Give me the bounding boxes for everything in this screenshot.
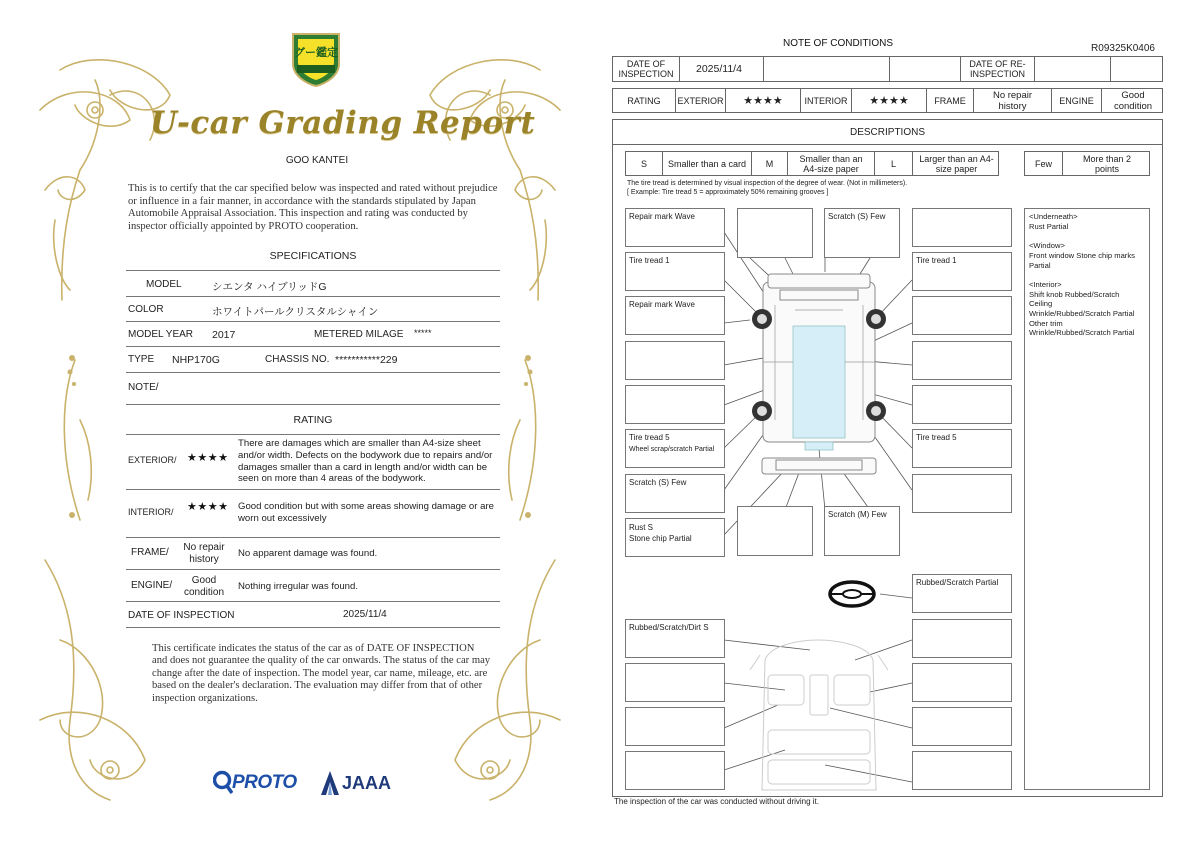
interior-note: Shift knob Rubbed/Scratch: [1029, 289, 1120, 299]
note-box: Tire tread 5: [912, 429, 1012, 468]
reinspection-label: DATE OF RE-INSPECTION: [961, 57, 1035, 81]
legend-s: S: [626, 152, 663, 175]
frame-label: FRAME: [927, 89, 974, 112]
legend-l: L: [875, 152, 913, 175]
certificate-subtitle: GOO KANTEI: [285, 155, 349, 166]
model-year-label: MODEL YEAR: [128, 329, 194, 340]
legend-l-desc: Larger than an A4-size paper: [919, 153, 994, 174]
note-box: Scratch (M) Few: [824, 506, 900, 556]
conditions-title: NOTE OF CONDITIONS: [783, 38, 893, 49]
interior-note: Other trim: [1029, 318, 1063, 328]
date-value: 2025/11/4: [680, 57, 764, 81]
frame-value: No repair history: [183, 542, 225, 565]
note-l8a: Rust S: [629, 523, 654, 532]
window-heading: <Window>: [1029, 241, 1065, 251]
model-label: MODEL: [146, 279, 182, 290]
note-box: [625, 751, 725, 790]
engine-value: Good condition: [183, 575, 225, 598]
note-box: [625, 707, 725, 746]
interior-diagram: [750, 640, 888, 790]
engine-value: Good condition: [1113, 89, 1153, 112]
frame-label: FRAME/: [131, 547, 169, 558]
note-box: Tire tread 1: [912, 252, 1012, 291]
exterior-label: EXTERIOR/: [128, 455, 177, 465]
note-box: Rubbed/Scratch Partial: [912, 574, 1012, 613]
interior-description: Good condition but with some areas showing damage or are worn out excessively: [238, 501, 494, 524]
note-box: [625, 341, 725, 380]
proto-logo-icon: [213, 770, 233, 794]
descriptions-heading: DESCRIPTIONS: [612, 119, 1163, 145]
note-box: [912, 707, 1012, 746]
interior-heading: <Interior>: [1029, 279, 1062, 289]
underneath-note: Rust Partial: [1029, 221, 1069, 231]
interior-note: Wrinkle/Rubbed/Scratch Partial: [1029, 309, 1135, 318]
certificate-footer: This certificate indicates the status of the car as of DATE OF INSPECTION and does not guarantee the quality of the car onwards. The status of the car may change after the date of inspection. The model year, car name, mileage, etc. are based on the dealer's declaration. The evaluation may differ from that of other inspection organizations.: [152, 643, 491, 704]
date-of-inspection-value: 2025/11/4: [343, 609, 387, 620]
note-box: [912, 296, 1012, 335]
certificate-title: U-car Grading Report: [150, 105, 536, 141]
note-box: Repair mark Wave: [625, 208, 725, 247]
note-box: [912, 751, 1012, 790]
exterior-label: EXTERIOR: [676, 89, 726, 112]
note-box: Repair mark Wave: [625, 296, 725, 335]
color-label: COLOR: [128, 304, 164, 315]
note-box: [737, 208, 813, 258]
interior-label: INTERIOR/: [128, 507, 174, 517]
exterior-stars: ★★★★: [187, 452, 229, 464]
exterior-description: There are damages which are smaller than A4-size sheet and/or width. Defects on the bodywork due to repairs and/or damages smaller than a card in length and/or width can be seen on more than 4 areas of the bodywork.: [238, 438, 493, 485]
note-box: [625, 518, 725, 557]
engine-description: Nothing irregular was found.: [238, 581, 358, 592]
model-year-value: 2017: [212, 329, 236, 341]
note-box: [625, 429, 725, 468]
note-box: Scratch (S) Few: [625, 474, 725, 513]
note-box: Tire tread 1: [625, 252, 725, 291]
conditions-footnote: The inspection of the car was conducted without driving it.: [614, 797, 819, 806]
proto-logo-text: PROTO: [232, 772, 297, 793]
badge-text: グー鑑定: [294, 47, 338, 59]
underneath-heading: <Underneath>: [1029, 212, 1078, 221]
interior-note: Ceiling: [1029, 299, 1053, 309]
color-value: ホワイトパールクリスタルシャイン: [212, 306, 379, 318]
note-box: [625, 385, 725, 424]
tire-note-1: The tire tread is determined by visual inspection of the degree of wear. (Not in millimeters).: [627, 180, 908, 187]
chassis-label: CHASSIS NO.: [265, 354, 330, 365]
interior-stars: ★★★★: [852, 89, 927, 112]
chassis-value: ***********229: [335, 354, 398, 366]
specifications-heading: SPECIFICATIONS: [269, 250, 357, 262]
note-box: [912, 663, 1012, 702]
note-box: Scratch (S) Few: [824, 208, 900, 258]
frame-description: No apparent damage was found.: [238, 548, 378, 559]
frame-value: No repair history: [974, 89, 1052, 112]
note-label: NOTE/: [128, 382, 159, 393]
legend-m-desc: Smaller than an A4-size paper: [788, 152, 875, 175]
certificate-intro: This is to certify that the car specified below was inspected and rated without prejudice or influence in a fair manner, in accordance with the standards stipulated by Japan Automobile Appraisal Association. This inspection and rating was conducted by inspector officially appointed by PROTO cooperation.: [128, 183, 498, 232]
note-box: Rubbed/Scratch/Dirt S: [625, 619, 725, 658]
tire-note-2: [ Example: Tire tread 5 = approximately 50% remaining grooves ]: [627, 189, 829, 196]
rating-label: RATING: [613, 89, 676, 112]
note-l6a: Tire tread 5: [629, 433, 670, 442]
interior-stars: ★★★★: [187, 501, 229, 513]
side-notes-panel: [1024, 208, 1150, 790]
date-label: DATE OF INSPECTION: [613, 57, 680, 81]
jaaa-logo-icon: [320, 770, 340, 796]
legend-m: M: [752, 152, 788, 175]
legend-few-desc: More than 2 points: [1082, 153, 1132, 174]
model-value: シエンタ ハイブリッドG: [212, 281, 327, 293]
exterior-stars: ★★★★: [726, 89, 801, 112]
type-label: TYPE: [128, 354, 155, 365]
note-box: [912, 341, 1012, 380]
note-box: [912, 619, 1012, 658]
legend-s-desc: Smaller than a card: [663, 152, 752, 175]
note-l6b: Wheel scrap/scratch Partial: [629, 446, 715, 453]
date-of-inspection-label: DATE OF INSPECTION: [128, 610, 235, 621]
type-value: NHP170G: [172, 354, 220, 366]
engine-label: ENGINE/: [131, 580, 173, 591]
report-id: R09325K0406: [1091, 43, 1155, 54]
jaaa-logo-text: JAAA: [342, 773, 392, 793]
note-box: [912, 474, 1012, 513]
note-of-conditions: [600, 0, 1200, 848]
interior-label: INTERIOR: [801, 89, 852, 112]
note-box: [625, 663, 725, 702]
interior-note: Wrinkle/Rubbed/Scratch Partial: [1029, 328, 1135, 338]
window-note: Front window Stone chip marks Partial: [1029, 250, 1135, 270]
note-box: [912, 208, 1012, 247]
mileage-label: METERED MILAGE: [314, 329, 404, 340]
engine-label: ENGINE: [1052, 89, 1102, 112]
note-l8b: Stone chip Partial: [629, 534, 692, 543]
note-box: [737, 506, 813, 556]
legend-few-label: Few: [1025, 152, 1063, 175]
mileage-value: *****: [414, 328, 432, 338]
note-box: [912, 385, 1012, 424]
steering-wheel-icon: [830, 582, 874, 606]
rating-heading: RATING: [293, 414, 333, 426]
